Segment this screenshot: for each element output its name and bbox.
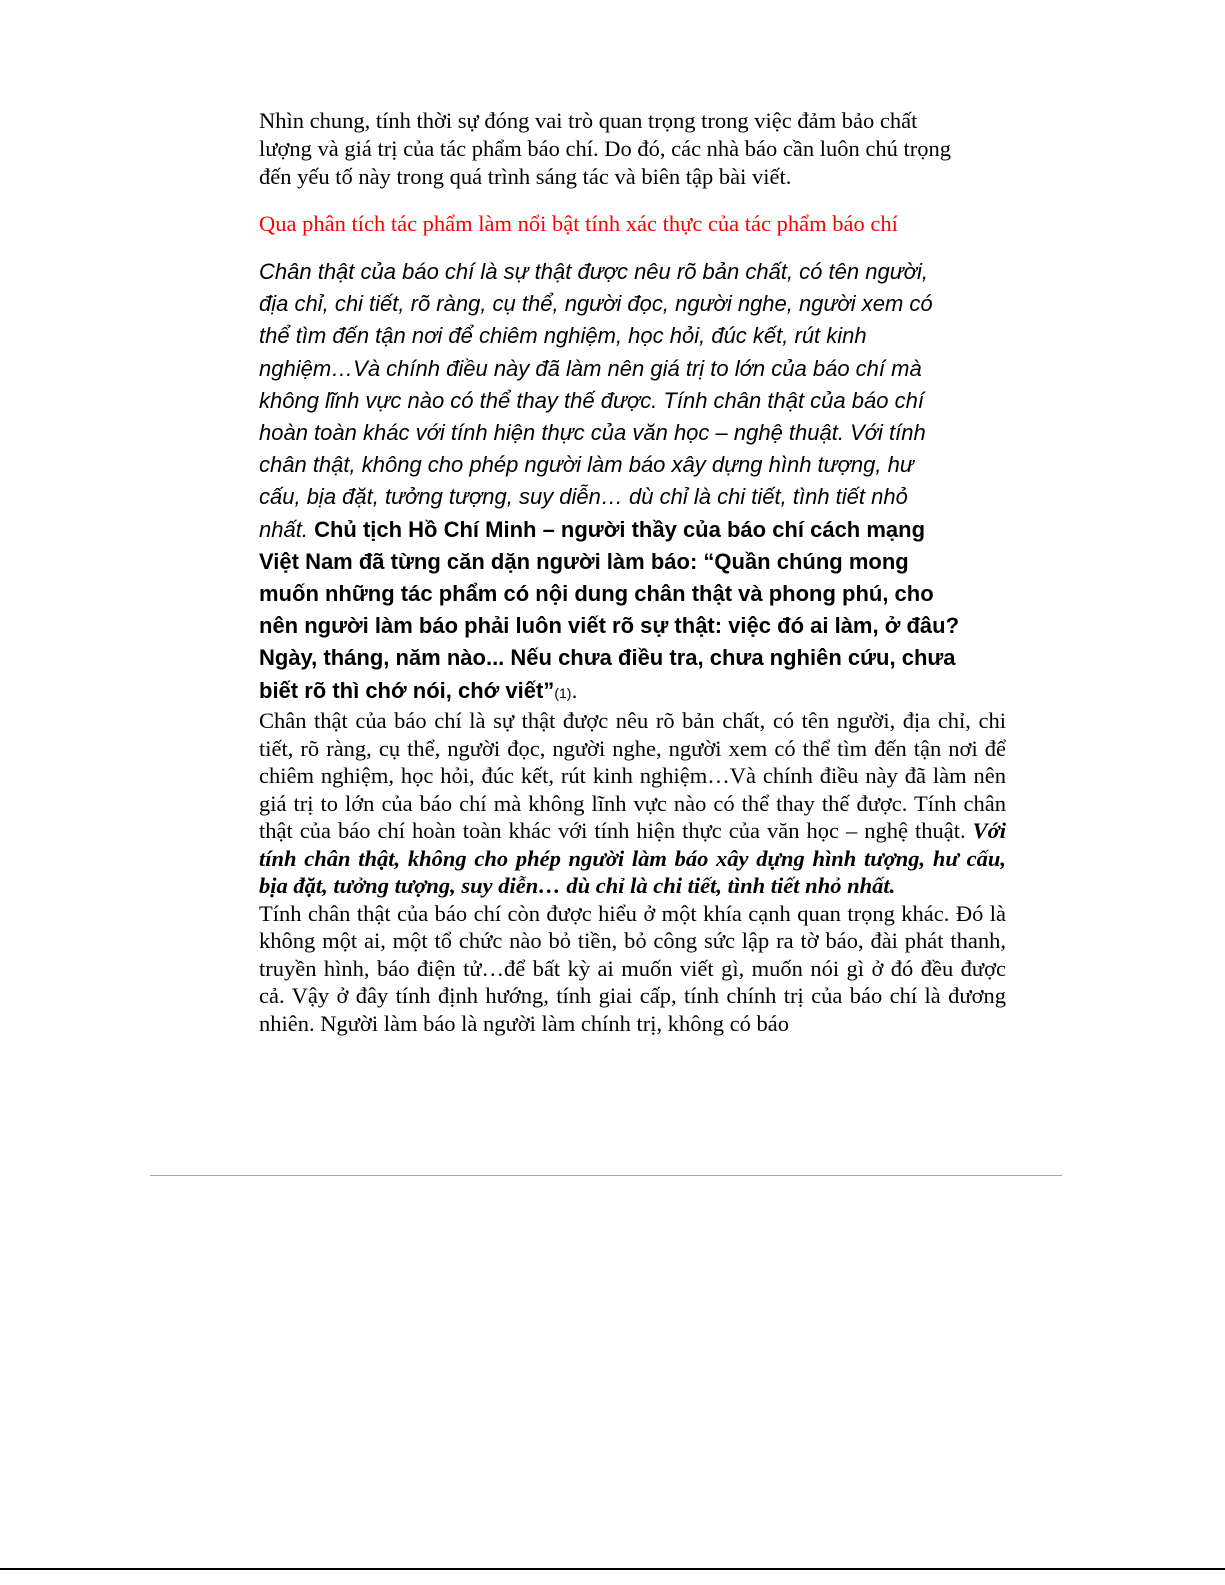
body-paragraph-1-text: Chân thật của báo chí là sự thật được nêu rõ bản chất, có tên người, địa chỉ, chi tiết, rõ ràng, cụ thể, người đọc, người nghe, người xem có thể tìm đến tận nơi để chiêm nghiệm, học hỏi, đúc kết, rút kinh nghiệm…Và chính điều này đã làm nên giá trị to lớn của báo chí mà không lĩnh vực nào có thể thay thế được. Tính chân thật của báo chí hoàn toàn khác với tính hiện thực của văn học – nghệ thuật. [259, 708, 1006, 843]
body-paragraph-1-emphasis: Với tính chân thật, không cho phép người làm báo xây dựng hình tượng, hư cấu, bịa đặt, tưởng tượng, suy diễn… dù chỉ là chi tiết, tình tiết nhỏ nhất. [259, 818, 1006, 898]
body-text [259, 707, 1006, 1037]
quote-italic-text: Chân thật của báo chí là sự thật được nêu rõ bản chất, có tên người, địa chỉ, chi tiết, rõ ràng, cụ thể, người đọc, người nghe, người xem có thể tìm đến tận nơi để chiêm nghiệm, học hỏi, đúc kết, rút kinh nghiệm…Và chính điều này đã làm nên giá trị to lớn của báo chí mà không lĩnh vực nào có thể thay thế được. Tính chân thật của báo chí hoàn toàn khác với tính hiện thực của văn học – nghệ thuật. Với tính chân thật, không cho phép người làm báo xây dựng hình tượng, hư cấu, bịa đặt, tưởng tượng, suy diễn… dù chỉ là chi tiết, tình tiết nhỏ nhất. [259, 259, 933, 542]
quote-end: . [571, 677, 578, 703]
quote-paragraph [259, 256, 959, 709]
page-divider [150, 1175, 1062, 1176]
body-paragraph-2: Tính chân thật của báo chí còn được hiểu ở một khía cạnh quan trọng khác. Đó là không một ai, một tổ chức nào bỏ tiền, bỏ công sức lập ra tờ báo, đài phát thanh, truyền hình, báo điện tử…để bất kỳ ai muốn viết gì, muốn nói gì ở đó đều được cả. Vậy ở đây tính định hướng, tính giai cấp, tính chính trị của báo chí là đương nhiên. Người làm báo là người làm chính trị, không có báo [259, 900, 1006, 1036]
intro-paragraph: Nhìn chung, tính thời sự đóng vai trò quan trọng trong việc đảm bảo chất lượng và giá trị của tác phẩm báo chí. Do đó, các nhà báo cần luôn chú trọng đến yếu tố này trong quá trình sáng tác và biên tập bài viết. [259, 108, 951, 189]
section-heading: Qua phân tích tác phẩm làm nổi bật tính xác thực của tác phẩm báo chí [259, 211, 898, 236]
page-bottom-border [0, 1568, 1225, 1570]
quote-bold-text: Chủ tịch Hồ Chí Minh – người thầy của báo chí cách mạng Việt Nam đã từng căn dặn người làm báo: “Quần chúng mong muốn những tác phẩm có nội dung chân thật và phong phú, cho nên người làm báo phải luôn viết rõ sự thật: việc đó ai làm, ở đâu? Ngày, tháng, năm nào... Nếu chưa điều tra, chưa nghiên cứu, chưa biết rõ thì chớ nói, chớ viết” [259, 516, 960, 703]
footnote-reference: (1) [554, 684, 572, 701]
body-paragraph-1 [259, 707, 1006, 900]
